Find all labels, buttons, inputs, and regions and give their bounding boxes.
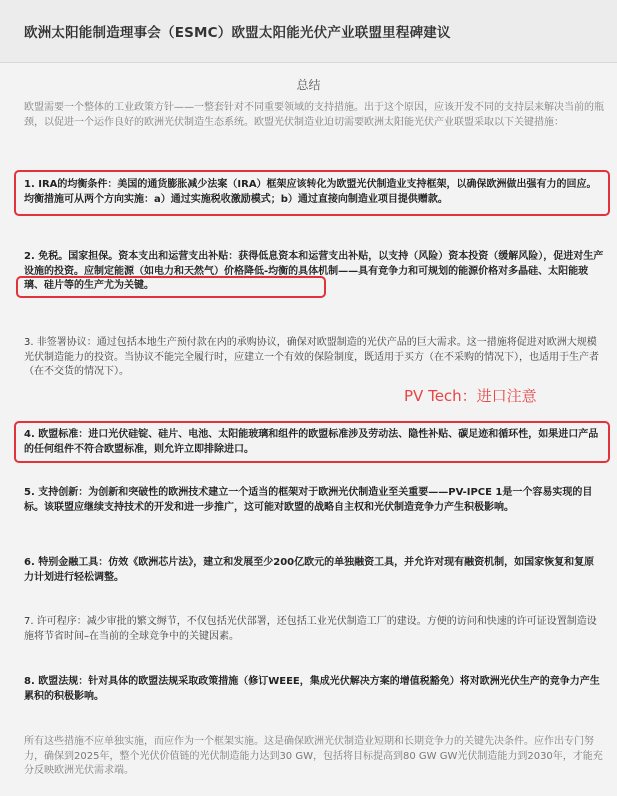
item-8: 8. 欧盟法规：针对具体的欧盟法规采取政策措施（修订WEEE，集成光伏解决方案的增值税豁免）将对欧洲光伏生产的竞争力产生累积的积极影响。 [24, 676, 600, 702]
closing-paragraph: 所有这些措施不应单独实施，而应作为一个框架实施。这是确保欧洲光伏制造业短期和长期竞争力的关键先决条件。应作出专门努力，确保到2025年，整个光伏价值链的光伏制造能力达到30 GW，包括将目标提高到80 GW GW光伏制造能力到2030年，才能充分反映欧洲光伏需求端。 [24, 736, 603, 776]
summary-heading: 总结 [296, 78, 321, 92]
pv-tech-annotation: PV Tech：进口注意 [404, 387, 537, 405]
item-2: 2. 免税。国家担保。资本支出和运营支出补贴：获得低息资本和运营支出补贴，以支持（风险）资本投资（缓解风险），促进对生产设施的投资。应制定能源（如电力和天然气）价格降低-均衡的具体机制——具有竞争力和可规划的能源价格对多晶硅、太阳能玻璃、硅片等的生产尤为关键。 [24, 251, 604, 291]
item-1: 1. IRA的均衡条件：美国的通货膨胀减少法案（IRA）框架应该转化为欧盟光伏制造业支持框架，以确保欧洲做出强有力的回应。均衡措施可从两个方向实施：a）通过实施税收激励模式；b）通过直接向制造业项目提供赠款。 [24, 179, 597, 205]
item-7: 7. 许可程序：减少审批的繁文缛节，不仅包括光伏部署，还包括工业光伏制造工厂的建设。方便的访问和快速的许可证设置制造设施将节省时间–在当前的全球竞争中的关键因素。 [24, 616, 597, 642]
item-5: 5. 支持创新：为创新和突破性的欧洲技术建立一个适当的框架对于欧洲光伏制造业至关重要——PV-IPCE 1是一个容易实现的目标。该联盟应继续支持技术的开发和进一步推广，这可能对欧盟的战略自主权和光伏制造竞争力产生积极影响。 [24, 487, 593, 513]
highlight-box-item-2 [16, 276, 326, 298]
summary-intro: 欧盟需要一个整体的工业政策方针——一整套针对不同重要领域的支持措施。出于这个原因，应该开发不同的支持层来解决当前的瓶颈，以促进一个运作良好的欧洲光伏制造生态系统。欧盟光伏制造业迫切需要欧洲太阳能光伏产业联盟采取以下关键措施： [24, 102, 604, 128]
item-3: 3. 非签署协议：通过包括本地生产预付款在内的承购协议，确保对欧盟制造的光伏产品的巨大需求。这一措施将促进对欧洲大规模光伏制造能力的投资。当协议不能完全履行时，应建立一个有效的保险制度，既适用于买方（在不采购的情况下），也适用于生产者（在不交货的情况下）。 [24, 337, 599, 377]
item-4: 4. 欧盟标准：进口光伏硅锭、硅片、电池、太阳能玻璃和组件的欧盟标准涉及劳动法、隐性补贴、碳足迹和循环性，如果进口产品的任何组件不符合欧盟标准，则允许立即排除进口。 [24, 429, 599, 455]
item-6: 6. 特别金融工具：仿效《欧洲芯片法》，建立和发展至少200亿欧元的单独融资工具，并允许对现有融资机制，如国家恢复和复原力计划进行轻松调整。 [24, 557, 595, 583]
document-title: 欧洲太阳能制造理事会（ESMC）欧盟太阳能光伏产业联盟里程碑建议 [24, 25, 451, 41]
document-header [0, 0, 617, 63]
